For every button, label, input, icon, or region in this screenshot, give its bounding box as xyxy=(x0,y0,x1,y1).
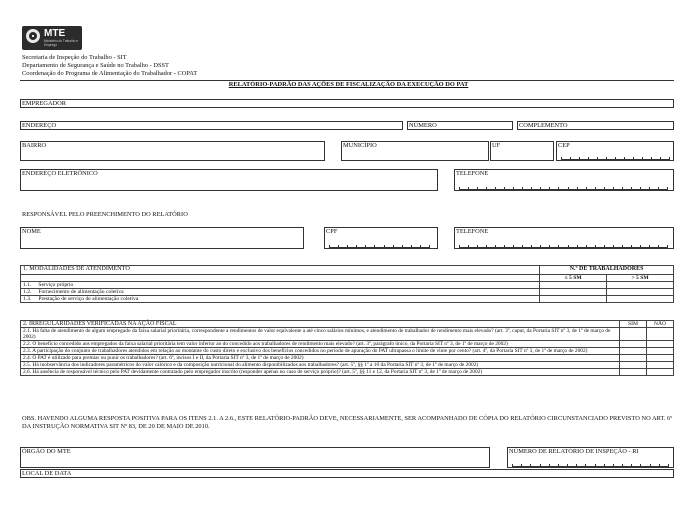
digit-tick xyxy=(540,464,541,467)
modalidade-row xyxy=(21,289,674,296)
modalidade-num: 1.3. xyxy=(23,296,32,302)
digit-tick xyxy=(530,464,531,467)
digit-tick xyxy=(561,157,562,160)
modalidade-num: 1.2. xyxy=(23,289,32,295)
report-title: RELATÓRIO-PADRÃO DAS AÇÕES DE FISCALIZAÇÃO DA EXECUÇÃO DO PAT xyxy=(228,81,469,88)
modalidade-gt5-cell[interactable] xyxy=(607,282,674,289)
digit-tick xyxy=(365,245,366,248)
header-line: Coordenação do Programa de Alimentação do Trabalhador - COPAT xyxy=(22,70,198,77)
logo-subtitle: Ministério do Trabalho e Emprego xyxy=(44,39,79,47)
digit-tick xyxy=(579,157,580,160)
digit-tick xyxy=(613,245,614,248)
digit-tick xyxy=(651,157,652,160)
digit-tick xyxy=(586,187,587,190)
digit-tick xyxy=(540,187,541,190)
email-label: ENDEREÇO ELETRÔNICO xyxy=(22,170,98,177)
irregularidade-row xyxy=(21,362,674,369)
irregularidade-text: 2.6. Há ausência de responsável técnico pelo PAT devidamente contratado pelo empregador inscrito (responder apenas no caso de serviço próprio)? (art. 5º, §§ 11 e 12, da Portaria SIT nº 3, de 1º de março de 2002) xyxy=(21,369,620,376)
digit-tick xyxy=(558,464,559,467)
mte-logo-icon xyxy=(26,29,40,43)
nome-field[interactable] xyxy=(20,227,304,249)
digit-tick xyxy=(640,464,641,467)
digit-tick xyxy=(513,245,514,248)
digit-tick xyxy=(622,464,623,467)
digit-tick xyxy=(631,187,632,190)
digit-tick xyxy=(631,245,632,248)
cpf-field[interactable] xyxy=(324,227,438,249)
digit-tick xyxy=(570,157,571,160)
nao-checkbox[interactable] xyxy=(647,341,674,348)
digit-tick xyxy=(558,245,559,248)
uf-label: UF xyxy=(492,142,501,149)
telefone-field[interactable] xyxy=(454,169,674,191)
logo-text: MTE xyxy=(44,28,66,39)
digit-tick xyxy=(568,187,569,190)
modalidade-num: 1.1. xyxy=(23,282,32,288)
sim-checkbox[interactable] xyxy=(620,328,647,341)
digit-tick xyxy=(558,187,559,190)
numero-label: NÚMERO xyxy=(409,122,437,129)
numero-relatorio-field[interactable] xyxy=(507,447,674,468)
digit-tick xyxy=(459,245,460,248)
header-line: Secretaria de Inspeção do Trabalho - SIT xyxy=(22,54,127,61)
digit-tick xyxy=(384,245,385,248)
digit-tick xyxy=(486,187,487,190)
orgao-label: ÓRGÃO DO MTE xyxy=(22,448,71,455)
nao-checkbox[interactable] xyxy=(647,328,674,341)
digit-tick xyxy=(588,157,589,160)
digit-tick xyxy=(595,187,596,190)
modalidade-row xyxy=(21,282,674,289)
irregularidade-row xyxy=(21,328,674,341)
digit-tick xyxy=(640,187,641,190)
nao-checkbox[interactable] xyxy=(647,369,674,376)
nao-checkbox[interactable] xyxy=(647,362,674,369)
digit-tick xyxy=(549,464,550,467)
orgao-field[interactable] xyxy=(20,447,490,468)
num-trabalhadores-header: N.º DE TRABALHADORES xyxy=(540,266,674,275)
complemento-field[interactable] xyxy=(517,121,674,130)
digit-tick xyxy=(420,245,421,248)
digit-tick xyxy=(531,245,532,248)
digit-tick xyxy=(513,187,514,190)
digit-tick xyxy=(660,157,661,160)
digit-tick xyxy=(669,157,670,160)
cep-digit-line xyxy=(561,159,669,160)
empregador-field[interactable] xyxy=(20,99,674,108)
modalidade-text: Fornecimento de alimentação coletiva xyxy=(38,289,124,295)
mte-logo xyxy=(22,26,82,50)
responsavel-heading: RESPONSÁVEL PELO PREENCHIMENTO DO RELATÓRIO xyxy=(22,211,188,218)
nao-checkbox[interactable] xyxy=(647,348,674,355)
digit-tick xyxy=(329,245,330,248)
digit-tick xyxy=(604,187,605,190)
digit-tick xyxy=(668,464,669,467)
cep-label: CEP xyxy=(558,142,570,149)
irregularidade-row xyxy=(21,341,674,348)
digit-tick xyxy=(477,245,478,248)
modalidade-le5-cell[interactable] xyxy=(540,289,607,296)
digit-tick xyxy=(549,245,550,248)
irregularidade-row xyxy=(21,369,674,376)
empregador-label: EMPREGADOR xyxy=(22,100,67,107)
digit-tick xyxy=(521,464,522,467)
digit-tick xyxy=(531,187,532,190)
digit-tick xyxy=(402,245,403,248)
modalidade-text: Serviço próprio xyxy=(38,282,74,288)
nao-checkbox[interactable] xyxy=(647,355,674,362)
digit-tick xyxy=(622,245,623,248)
digit-tick xyxy=(658,245,659,248)
sim-checkbox[interactable] xyxy=(620,355,647,362)
modalidade-gt5-cell[interactable] xyxy=(607,296,674,303)
digit-tick xyxy=(585,464,586,467)
digit-tick xyxy=(667,187,668,190)
digit-tick xyxy=(659,464,660,467)
irregularidade-row xyxy=(21,348,674,355)
col-le5-header: ≤ 5 SM xyxy=(540,275,607,282)
digit-tick xyxy=(486,245,487,248)
nao-header: NÃO xyxy=(647,321,674,328)
sim-checkbox[interactable] xyxy=(620,348,647,355)
digit-tick xyxy=(577,187,578,190)
irregularidade-text: 2.4. O PAT é utilizado para premiar ou punir os trabalhadores? (art. 6º, incisos I e II, da Portaria SIT nº 3, de 1º de março de 2002) xyxy=(21,355,620,362)
digit-tick xyxy=(504,187,505,190)
modalidades-table xyxy=(20,265,674,303)
digit-tick xyxy=(356,245,357,248)
digit-tick xyxy=(393,245,394,248)
digit-tick xyxy=(468,245,469,248)
digit-tick xyxy=(586,245,587,248)
local-data-label: LOCAL DE DATA xyxy=(22,470,72,477)
header-line: Departamento de Segurança e Saúde no Trabalho - DSST xyxy=(22,62,169,69)
digit-tick xyxy=(567,464,568,467)
telefone-label: TELEFONE xyxy=(456,170,489,177)
digit-tick xyxy=(411,245,412,248)
header-agencies xyxy=(22,54,197,78)
obs-note: OBS. HAVENDO ALGUMA RESPOSTA POSITIVA PARA OS ITENS 2.1. A 2.6., ESTE RELATÓRIO-PADRÃO DEVE, NECESSARIAMENTE, SER ACOMPANHADO DE CÓPIA DO RELATÓRIO CIRCUNSTANCIADO PREVISTO NO ART. 6º DA INSTRUÇÃO NORMATIVA SIT Nº 83, DE 20 DE MAIO DE 2010. xyxy=(22,415,673,430)
irregularidade-text: 2.3. A participação do conjunto de trabalhadores atendidos em relação ao montante do custo direto e exclusivo dos benefícios concedidos no período de apuração do PAT ultrapassa o limite de vinte por cento? (art. 4º, da Portaria SIT nº 3, de 1º de março de 2002) xyxy=(21,348,620,355)
digit-tick xyxy=(512,464,513,467)
digit-tick xyxy=(347,245,348,248)
telefone2-digit-line xyxy=(459,247,667,248)
uf-field[interactable] xyxy=(490,141,554,161)
modalidade-le5-cell[interactable] xyxy=(540,282,607,289)
nome-label: NOME xyxy=(22,228,41,235)
endereco-label: ENDEREÇO xyxy=(22,122,57,129)
digit-tick xyxy=(504,245,505,248)
digit-tick xyxy=(613,187,614,190)
digit-tick xyxy=(640,245,641,248)
municipio-label: MUNICÍPIO xyxy=(343,142,377,149)
digit-tick xyxy=(604,245,605,248)
digit-tick xyxy=(374,245,375,248)
modalidade-le5-cell[interactable] xyxy=(540,296,607,303)
telefone-digit-line xyxy=(459,189,667,190)
digit-tick xyxy=(495,187,496,190)
digit-tick xyxy=(522,187,523,190)
digit-tick xyxy=(650,464,651,467)
irregularidade-row xyxy=(21,355,674,362)
telefone2-field[interactable] xyxy=(454,227,674,249)
digit-tick xyxy=(495,245,496,248)
digit-tick xyxy=(622,187,623,190)
digit-tick xyxy=(649,245,650,248)
local-data-field[interactable] xyxy=(20,469,674,478)
modalidade-gt5-cell[interactable] xyxy=(607,289,674,296)
bairro-label: BAIRRO xyxy=(22,142,47,149)
digit-tick xyxy=(597,157,598,160)
numero-relatorio-label: NÚMERO DE RELATÓRIO DE INSPEÇÃO - RI xyxy=(509,448,639,455)
municipio-field[interactable] xyxy=(341,141,489,161)
digit-tick xyxy=(540,245,541,248)
digit-tick xyxy=(658,187,659,190)
digit-tick xyxy=(459,187,460,190)
endereco-field[interactable] xyxy=(20,121,403,130)
col-gt5-header: > 5 SM xyxy=(607,275,674,282)
email-field[interactable] xyxy=(20,169,438,191)
digit-tick xyxy=(577,245,578,248)
telefone2-label: TELEFONE xyxy=(456,228,489,235)
digit-tick xyxy=(615,157,616,160)
digit-tick xyxy=(522,245,523,248)
digit-tick xyxy=(429,245,430,248)
digit-tick xyxy=(606,157,607,160)
modalidades-title: 1. MODALIDADES DE ATENDIMENTO xyxy=(21,266,540,275)
digit-tick xyxy=(649,187,650,190)
numero-field[interactable] xyxy=(407,121,513,130)
digit-tick xyxy=(667,245,668,248)
digit-tick xyxy=(633,157,634,160)
cpf-digit-line xyxy=(329,247,429,248)
digit-tick xyxy=(477,187,478,190)
sim-checkbox[interactable] xyxy=(620,369,647,376)
digit-tick xyxy=(468,187,469,190)
digit-tick xyxy=(631,464,632,467)
digit-tick xyxy=(642,157,643,160)
bairro-field[interactable] xyxy=(20,141,325,161)
digit-tick xyxy=(576,464,577,467)
sim-checkbox[interactable] xyxy=(620,341,647,348)
digit-tick xyxy=(338,245,339,248)
irregularidades-title: 2. IRREGULARIDADES VERIFICADAS NA AÇÃO FISCAL xyxy=(21,321,620,328)
sim-header: SIM xyxy=(620,321,647,328)
cpf-label: CPF xyxy=(326,228,338,235)
relatorio-digit-line xyxy=(512,466,668,467)
irregularidade-text: 2.2. O benefício concedido aos empregados da faixa salarial prioritária tem valor inferior ao do concedido aos trabalhadores de rendimento mais elevado? (art. 3º, parágrafo único, da Portaria SIT nº 3, de 1º de março de 2002) xyxy=(21,341,620,348)
irregularidade-text: 2.1. Há falta de atendimento de algum empregado da faixa salarial prioritária, correspondente a rendimentos de valor equivalente a até cinco salários mínimos, e atendimento de trabalhador de rendimento mais elevado? (art. 3º, caput, da Portaria SIT nº 3, de 1º de março de 2002) xyxy=(21,328,620,341)
digit-tick xyxy=(613,464,614,467)
digit-tick xyxy=(568,245,569,248)
digit-tick xyxy=(624,157,625,160)
irregularidade-text: 2.5. Há inobservância dos indicadores paramétricos do valor calórico e da composição nutricional do alimento disponibilizados aos trabalhadores? (art. 5º, §§ 1º a 10 da Portaria SIT nº 3, de 1º de março de 2002) xyxy=(21,362,620,369)
cep-field[interactable] xyxy=(556,141,674,161)
modalidade-text: Prestação de serviço de alimentação coletiva xyxy=(38,296,139,302)
digit-tick xyxy=(595,464,596,467)
digit-tick xyxy=(604,464,605,467)
digit-tick xyxy=(595,245,596,248)
complemento-label: COMPLEMENTO xyxy=(519,122,568,129)
modalidade-row xyxy=(21,296,674,303)
irregularidades-table xyxy=(20,320,674,376)
digit-tick xyxy=(549,187,550,190)
sim-checkbox[interactable] xyxy=(620,362,647,369)
